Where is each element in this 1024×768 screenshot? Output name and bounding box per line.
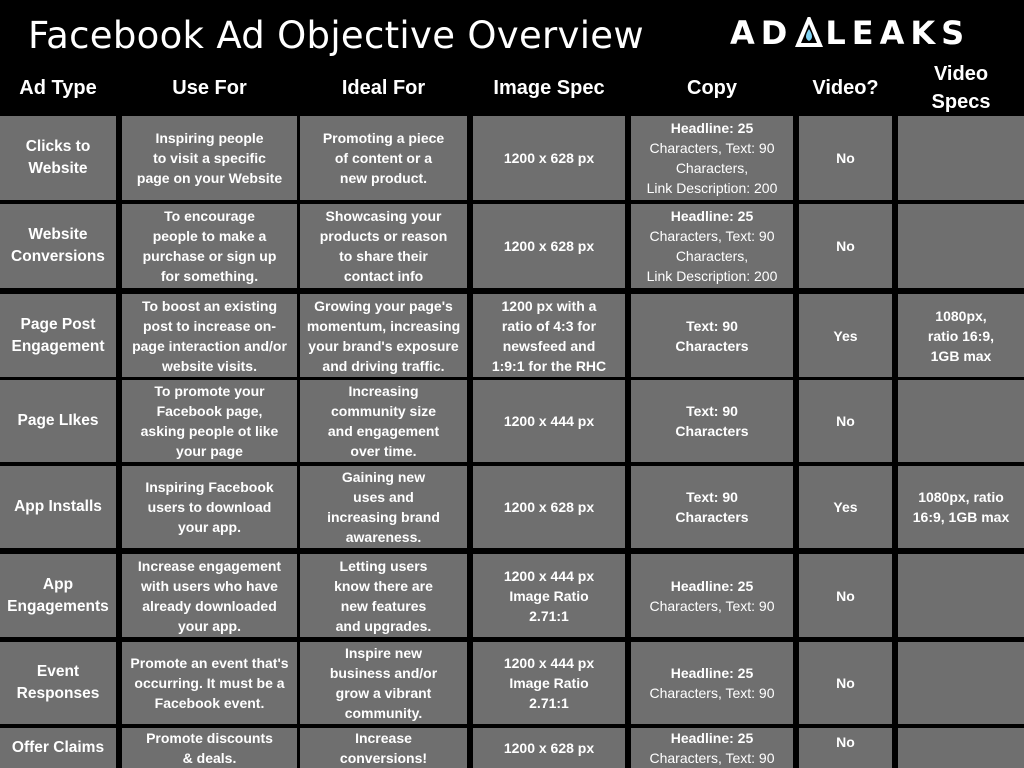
copy-headline: Text: 90 Characters	[675, 403, 749, 439]
cell-use-for: Promote discounts & deals.	[122, 728, 297, 768]
cell-ad-type: Page Post Engagement	[0, 294, 116, 377]
copy-headline: Headline: 25	[670, 730, 754, 746]
cell-video-specs	[898, 116, 1024, 200]
cell-use-for: To boost an existing post to increase on- page interaction and/or website visits.	[122, 294, 297, 377]
copy-headline: Text: 90 Characters	[675, 317, 749, 354]
column-header-use-for: Use For	[172, 77, 247, 99]
cell-copy	[631, 554, 793, 637]
cell-video-specs: 1080px, ratio 16:9, 1GB max	[898, 294, 1024, 377]
copy-headline: Text: 90 Characters	[675, 489, 749, 525]
cell-ideal-for: Increase conversions!	[300, 728, 467, 768]
water-drop-icon	[795, 17, 823, 49]
cell-ideal-for: Letting users know there are new features and upgrades.	[300, 554, 467, 637]
cell-video: Yes	[799, 294, 892, 377]
cell-image-spec: 1200 x 444 px Image Ratio 2.71:1	[473, 642, 625, 724]
cell-ad-type: App Engagements	[0, 554, 116, 637]
cell-copy	[631, 294, 793, 377]
cell-ad-type: Event Responses	[0, 642, 116, 724]
cell-ad-type: Page LIkes	[0, 380, 116, 462]
cell-video: Yes	[799, 466, 892, 548]
cell-ideal-for: Showcasing your products or reason to share their contact info	[300, 204, 467, 288]
brand-right: LEAKS	[825, 14, 971, 52]
cell-ideal-for: Inspire new business and/or grow a vibrant community.	[300, 642, 467, 724]
cell-video-specs	[898, 728, 1024, 768]
cell-ad-type: App Installs	[0, 466, 116, 548]
column-header-ideal-for: Ideal For	[341, 77, 426, 99]
cell-use-for: Increase engagement with users who have already downloaded your app.	[122, 554, 297, 637]
column-header-copy: Copy	[687, 77, 737, 99]
brand-left: AD	[730, 14, 794, 52]
cell-video-specs	[898, 554, 1024, 637]
cell-use-for: Inspiring people to visit a specific page on your Website	[122, 116, 297, 200]
cell-use-for: To promote your Facebook page, asking people ot like your page	[122, 380, 297, 462]
cell-ideal-for: Increasing community size and engagement over time.	[300, 380, 467, 462]
cell-video: No	[799, 116, 892, 200]
cell-video-specs	[898, 204, 1024, 288]
cell-image-spec: 1200 x 628 px	[473, 116, 625, 200]
column-header-video-specs: Video Specs	[931, 63, 991, 113]
cell-copy	[631, 466, 793, 548]
cell-copy	[631, 380, 793, 462]
column-header-ad-type: Ad Type	[19, 77, 97, 99]
cell-image-spec: 1200 x 444 px	[473, 380, 625, 462]
copy-details: Characters, Text: 90 Characters, Link Description: 200	[646, 228, 778, 284]
cell-ideal-for: Gaining new uses and increasing brand awareness.	[300, 466, 467, 548]
cell-video: No	[799, 554, 892, 637]
cell-copy	[631, 728, 793, 768]
brand-logo	[730, 14, 970, 52]
cell-image-spec: 1200 x 628 px	[473, 728, 625, 768]
page-title: Facebook Ad Objective Overview	[28, 14, 644, 57]
copy-headline: Headline: 25	[670, 577, 754, 594]
cell-use-for: Inspiring Facebook users to download your app.	[122, 466, 297, 548]
cell-copy	[631, 116, 793, 200]
copy-headline: Headline: 25	[670, 208, 754, 224]
column-header-video: Video?	[812, 77, 879, 99]
cell-image-spec: 1200 x 628 px	[473, 204, 625, 288]
cell-video: No	[799, 380, 892, 462]
cell-video: No	[799, 728, 892, 768]
cell-image-spec: 1200 x 628 px	[473, 466, 625, 548]
cell-use-for: Promote an event that's occurring. It must be a Facebook event.	[122, 642, 297, 724]
cell-ad-type: Website Conversions	[0, 204, 116, 288]
cell-video-specs	[898, 642, 1024, 724]
copy-headline: Headline: 25	[670, 665, 754, 681]
cell-use-for: To encourage people to make a purchase or sign up for something.	[122, 204, 297, 288]
cell-image-spec: 1200 x 444 px Image Ratio 2.71:1	[473, 554, 625, 637]
copy-details: Characters, Text: 90	[649, 750, 775, 766]
copy-details: Characters, Text: 90	[649, 597, 775, 614]
cell-copy	[631, 642, 793, 724]
copy-details: Characters, Text: 90	[649, 685, 775, 701]
cell-video: No	[799, 204, 892, 288]
cell-ad-type: Offer Claims	[0, 728, 116, 768]
copy-details: Characters, Text: 90 Characters, Link Description: 200	[646, 140, 778, 196]
cell-ad-type: Clicks to Website	[0, 116, 116, 200]
cell-video: No	[799, 642, 892, 724]
copy-headline: Headline: 25	[670, 120, 754, 136]
cell-video-specs	[898, 380, 1024, 462]
cell-ideal-for: Promoting a piece of content or a new product.	[300, 116, 467, 200]
cell-image-spec: 1200 px with a ratio of 4:3 for newsfeed and 1:9:1 for the RHC	[473, 294, 625, 377]
column-header-image-spec: Image Spec	[493, 77, 605, 99]
cell-copy	[631, 204, 793, 288]
cell-ideal-for: Growing your page's momentum, increasing your brand's exposure and driving traffic.	[300, 294, 467, 377]
cell-video-specs: 1080px, ratio 16:9, 1GB max	[898, 466, 1024, 548]
